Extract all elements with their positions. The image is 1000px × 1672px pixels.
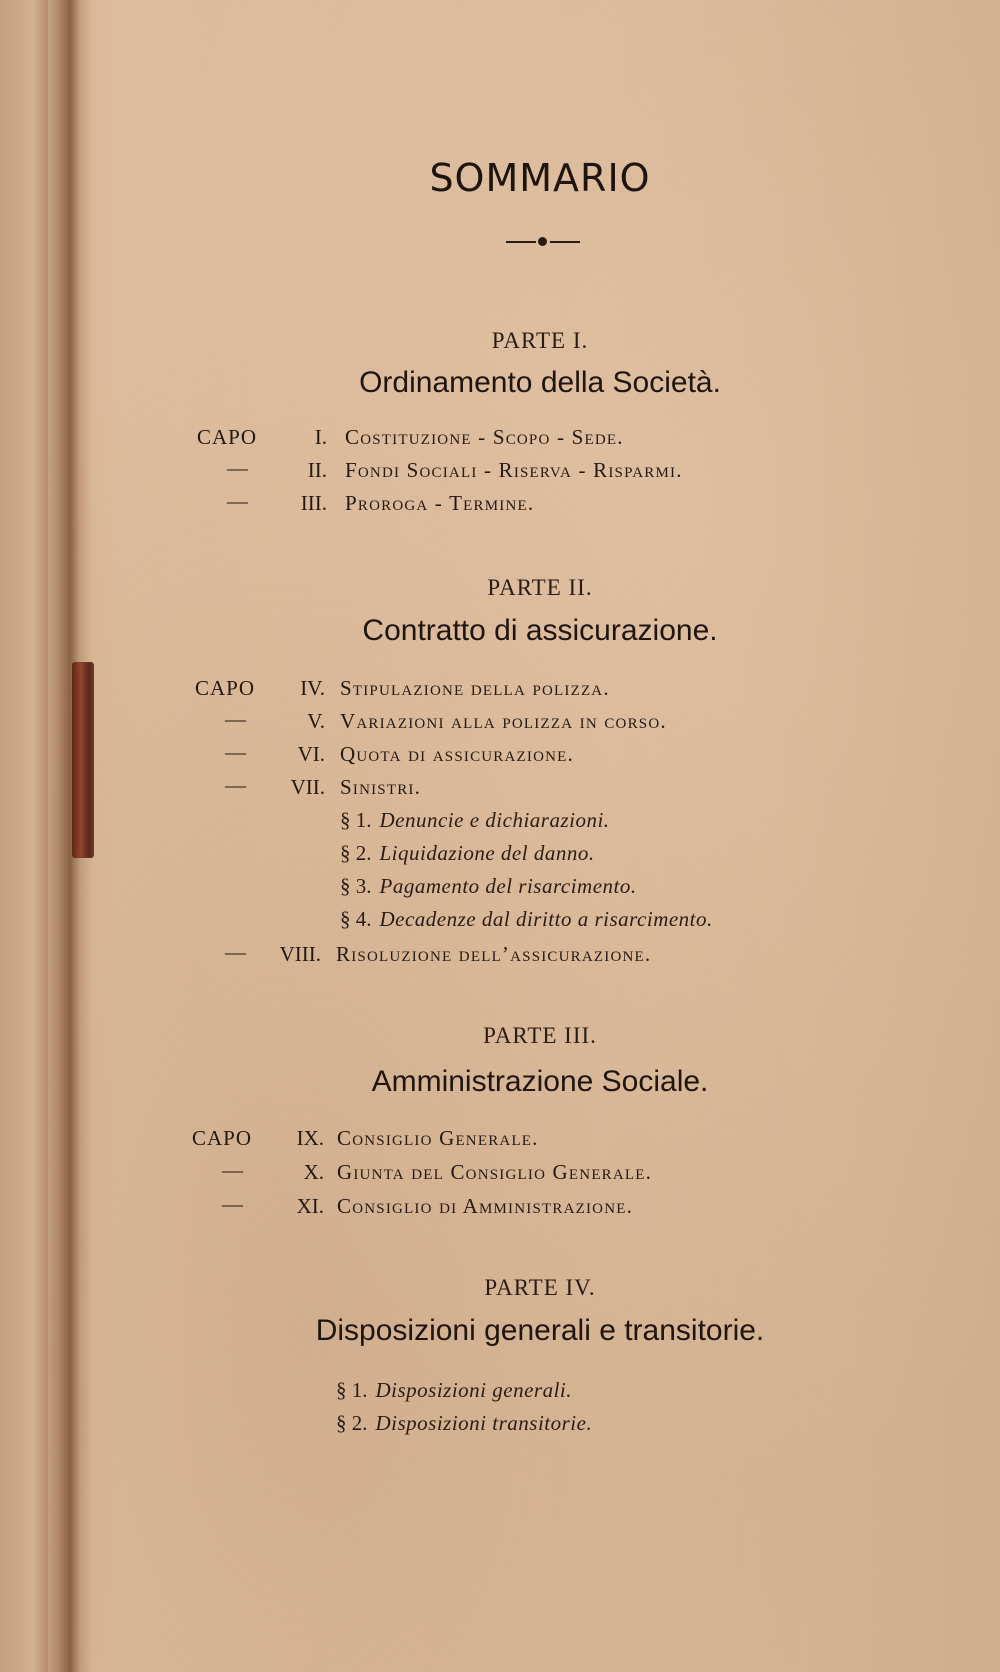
paragraph-number: § 2. (336, 1411, 368, 1435)
part-2-label: PARTE II. (487, 575, 593, 600)
title-ornament (506, 236, 580, 248)
capo-title: Fondi Sociali - Riserva - Risparmi. (345, 458, 683, 482)
capo-title: Proroga - Termine. (345, 491, 535, 515)
binding-thread (72, 662, 94, 858)
capo-title: Risoluzione dell’assicurazione. (336, 942, 652, 966)
ornament-line-left (506, 241, 536, 243)
ditto-dash: — (222, 1158, 243, 1182)
capo-number: II. (307, 458, 327, 482)
ornament-dot (538, 237, 547, 246)
capo-word: CAPO (197, 425, 258, 449)
capo-title: Stipulazione della polizza. (340, 676, 610, 700)
facing-page-edge (0, 0, 48, 1672)
capo-word: CAPO (195, 676, 256, 700)
paragraph-item[interactable] (336, 1378, 572, 1403)
paragraph-number: § 2. (340, 841, 372, 865)
capo-title: Consiglio Generale. (337, 1126, 539, 1150)
capo-number: X. (303, 1160, 324, 1184)
part-3-label: PARTE III. (483, 1023, 597, 1048)
part-1-title: Ordinamento della Società. (359, 366, 721, 399)
paragraph-item[interactable] (340, 841, 595, 866)
capo-title: Costituzione - Scopo - Sede. (345, 425, 624, 449)
capo-number: VII. (290, 775, 325, 799)
capo-title: Quota di assicurazione. (340, 742, 574, 766)
ditto-dash: — (227, 489, 248, 513)
ditto-dash: — (225, 740, 246, 764)
paragraph-title: Disposizioni generali. (375, 1378, 573, 1402)
paragraph-number: § 1. (336, 1378, 368, 1402)
ditto-dash: — (225, 773, 246, 797)
paragraph-title: Decadenze dal diritto a risarcimento. (379, 907, 713, 931)
ditto-dash: — (227, 456, 248, 480)
capo-number: V. (307, 709, 325, 733)
capo-number: III. (300, 491, 327, 515)
paragraph-number: § 1. (340, 808, 372, 832)
paragraph-number: § 4. (340, 907, 372, 931)
capo-number: I. (314, 425, 327, 449)
ditto-dash: — (225, 940, 246, 964)
paragraph-number: § 3. (340, 874, 372, 898)
part-1-label: PARTE I. (491, 328, 589, 353)
paragraph-title: Denuncie e dichiarazioni. (379, 808, 610, 832)
paragraph-title: Liquidazione del danno. (379, 841, 595, 865)
capo-title: Giunta del Consiglio Generale. (337, 1160, 653, 1184)
paragraph-item[interactable] (340, 874, 637, 899)
capo-number: XI. (296, 1194, 324, 1218)
part-4-title: Disposizioni generali e transitorie. (315, 1314, 765, 1347)
paragraph-item[interactable] (336, 1411, 592, 1436)
capo-title: Consiglio di Amministrazione. (337, 1194, 634, 1218)
ditto-dash: — (225, 707, 246, 731)
paragraph-item[interactable] (340, 808, 610, 833)
capo-word: CAPO (192, 1126, 253, 1150)
capo-title: Variazioni alla polizza in corso. (340, 709, 667, 733)
capo-number: IV. (300, 676, 325, 700)
paragraph-title: Pagamento del risarcimento. (379, 874, 637, 898)
capo-number: IX. (296, 1126, 324, 1150)
part-2-title: Contratto di assicurazione. (362, 614, 718, 647)
paragraph-item[interactable] (340, 907, 713, 932)
paragraph-title: Disposizioni transitorie. (375, 1411, 593, 1435)
part-3-title: Amministrazione Sociale. (371, 1065, 709, 1098)
ornament-line-right (550, 241, 580, 243)
capo-title: Sinistri. (340, 775, 422, 799)
capo-number: VI. (297, 742, 325, 766)
capo-number: VIII. (279, 942, 321, 966)
ditto-dash: — (222, 1192, 243, 1216)
page-title: SOMMARIO (429, 156, 651, 200)
part-4-label: PARTE IV. (484, 1275, 596, 1300)
